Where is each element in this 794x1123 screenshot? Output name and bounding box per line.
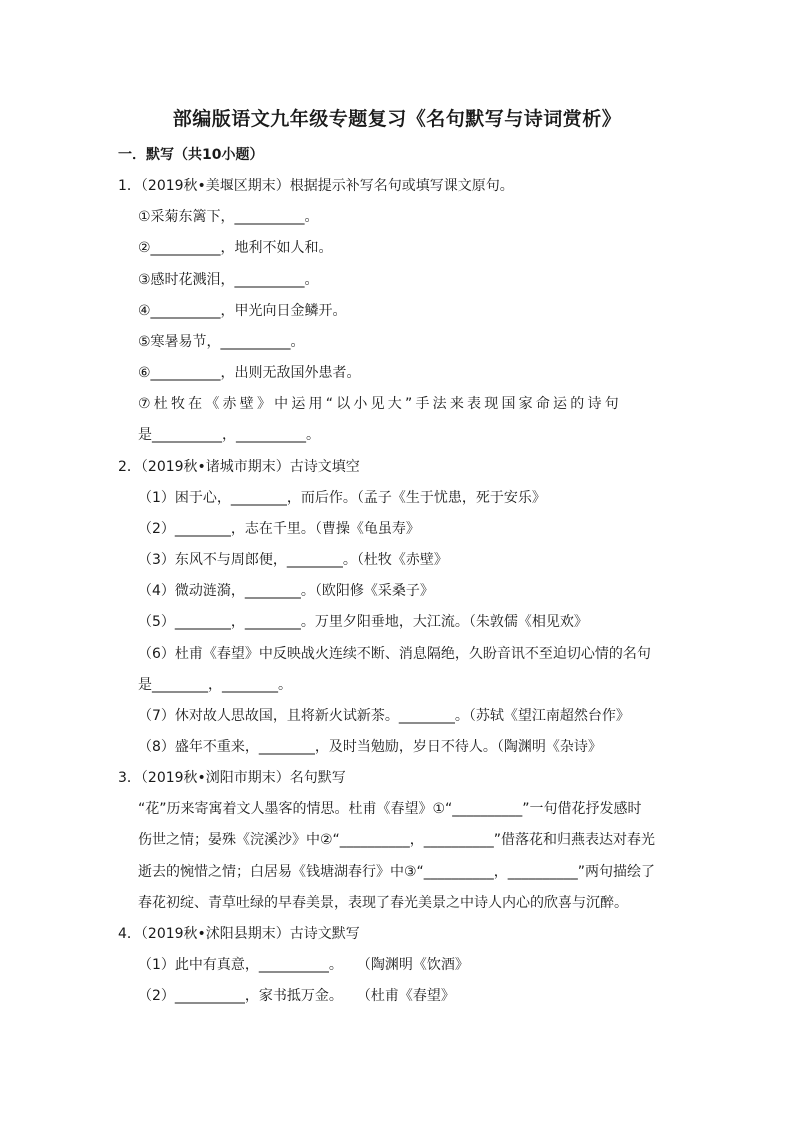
q2-item: （2）________，志在千里。（曹操《龟虽寿》 [138,521,420,537]
q1-item: ④__________，甲光向日金鳞开。 [138,303,347,319]
q4-item: （2）__________，家书抵万金。 （杜甫《春望》 [138,988,455,1004]
q1-item: ①采菊东篱下，__________。 [138,209,319,225]
question-4-head: 4．（2019秋•沭阳县期末）古诗文默写 [118,926,360,942]
question-2-head: 2．（2019秋•诸城市期末）古诗文填空 [118,459,360,475]
q1-item: 是__________，__________。 [138,427,320,443]
question-3-head: 3．（2019秋•浏阳市期末）名句默写 [118,770,346,786]
q3-line: 伤世之情；晏殊《浣溪沙》中②“__________，__________”借落花和归燕表达对春光 [138,832,656,848]
q2-item: （4）微动涟漪，________。（欧阳修《采桑子》 [138,583,434,599]
q1-item: ⑥__________，出则无敌国外患者。 [138,365,361,381]
page-title: 部编版语文九年级专题复习《名句默写与诗词赏析》 [172,108,622,130]
q2-item: 是________，________。 [138,677,292,693]
q2-item: （5）________，________。万里夕阳垂地，大江流。（朱敦儒《相见欢》 [138,614,588,630]
q1-item: ⑦杜牧在《赤壁》中运用“以小见大”手法来表现国家命运的诗句 [138,396,622,412]
q2-item: （8）盛年不重来，________，及时当勉励，岁日不待人。（陶渊明《杂诗》 [138,739,602,755]
q2-item: （7）休对故人思故国，且将新火试新茶。________。（苏轼《望江南超然台作》 [138,708,630,724]
section-heading: 一．默写（共10小题） [118,147,264,163]
q2-item: （3）东风不与周郎便，________。（杜牧《赤壁》 [138,552,448,568]
q1-item: ②__________，地利不如人和。 [138,240,333,256]
q2-item: （1）困于心，________，而后作。（孟子《生于忧患，死于安乐》 [138,490,546,506]
q1-item: ⑤寒暑易节，__________。 [138,334,305,350]
q3-line: 春花初绽、青草吐绿的早春美景，表现了春光美景之中诗人内心的欣喜与沉醉。 [138,895,628,911]
q3-line: 逝去的惋惜之情；白居易《钱塘湖春行》中③“__________，__________”两句描绘了 [138,864,656,880]
q3-line: “花”历来寄寓着文人墨客的情思。杜甫《春望》①“__________”一句借花抒发感时 [138,801,642,817]
question-1-head: 1．（2019秋•美堰区期末）根据提示补写名句或填写课文原句。 [118,178,514,194]
q2-item: （6）杜甫《春望》中反映战火连续不断、消息隔绝，久盼音讯不至迫切心情的名句 [138,646,651,662]
q1-item: ③感时花溅泪，__________。 [138,272,319,288]
q4-item: （1）此中有真意，__________。 （陶渊明《饮酒》 [138,957,469,973]
